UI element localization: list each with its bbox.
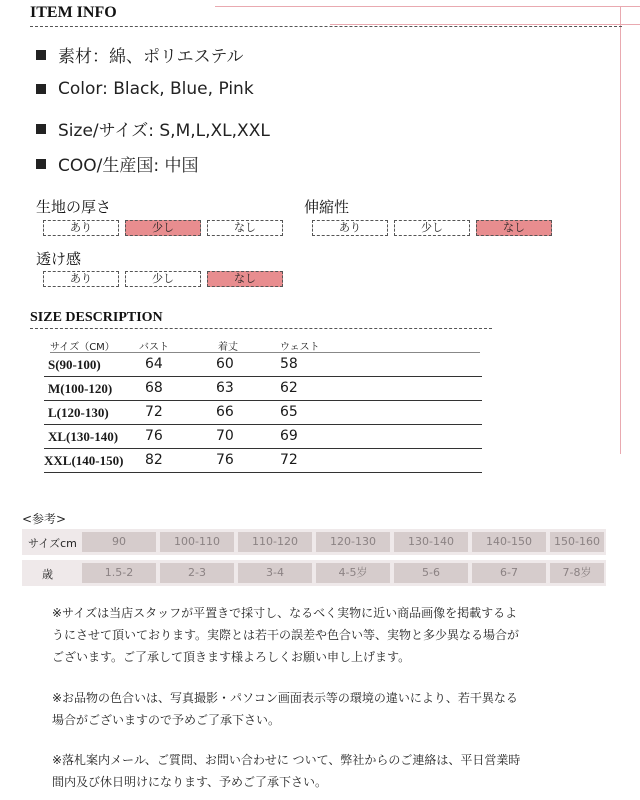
bust-cell: 72 <box>145 404 163 420</box>
size-cell: L(120-130) <box>48 405 109 420</box>
size-column-header: サイズ（CM） <box>50 342 115 353</box>
waist-column-header: ウェスト <box>280 342 320 353</box>
item-info-heading: ITEM INFO <box>30 4 117 21</box>
reference-age-row <box>22 560 606 586</box>
waist-cell: 65 <box>280 404 298 420</box>
size-cell: XXL(140-150) <box>44 453 124 468</box>
reference-size-cell: 120-130 <box>316 532 390 552</box>
table-row <box>44 426 482 449</box>
size-cell: S(90-100) <box>48 357 101 372</box>
thickness-option-no: なし <box>207 220 283 236</box>
item-info-divider <box>30 26 622 27</box>
sheer-title: 透け感 <box>36 250 82 268</box>
reference-size-label: サイズcm <box>28 537 77 550</box>
waist-cell: 69 <box>280 428 298 444</box>
table-row <box>44 402 482 425</box>
reference-age-cell: 6-7 <box>472 563 546 583</box>
length-column-header: 着丈 <box>218 342 238 353</box>
sheer-option-yes: あり <box>43 271 119 287</box>
size-description-heading: SIZE DESCRIPTION <box>30 310 163 325</box>
length-cell: 76 <box>216 452 234 468</box>
bullet-icon <box>36 124 46 134</box>
reference-size-cell: 140-150 <box>472 532 546 552</box>
length-cell: 63 <box>216 380 234 396</box>
corner-line-top-inner <box>330 24 640 25</box>
table-row <box>44 354 482 377</box>
reference-age-cell: 3-4 <box>238 563 312 583</box>
reference-age-cell: 1.5-2 <box>82 563 156 583</box>
stretch-option-no: なし <box>476 220 552 236</box>
reference-size-cell: 90 <box>82 532 156 552</box>
reference-size-cell: 100-110 <box>160 532 234 552</box>
stretch-option-yes: あり <box>312 220 388 236</box>
info-origin: COO/生産国: 中国 <box>36 151 199 176</box>
reference-size-cell: 110-120 <box>238 532 312 552</box>
reference-size-cell: 150-160 <box>550 532 604 552</box>
bust-cell: 64 <box>145 356 163 372</box>
waist-cell: 62 <box>280 380 298 396</box>
note-color: ※お品物の色合いは、写真撮影・パソコン画面表示等の環境の違いにより、若干異なる 場合がございますので予めご了承下さい。 <box>52 691 518 727</box>
size-cell: M(100-120) <box>48 381 113 396</box>
bullet-icon <box>36 50 46 60</box>
sheer-option-little: 少し <box>125 271 201 287</box>
note-contact: ※落札案内メール、ご質問、お問い合わせに ついて、弊社からのご連絡は、平日営業時 間内及び休日明けになります、予めご了承下さい。 <box>52 753 521 789</box>
bullet-icon <box>36 84 46 94</box>
bust-cell: 82 <box>145 452 163 468</box>
reference-age-label: 歳 <box>42 568 53 581</box>
reference-age-cell: 2-3 <box>160 563 234 583</box>
info-color: Color: Black, Blue, Pink <box>36 79 254 99</box>
reference-age-cell: 7-8岁 <box>550 563 604 583</box>
reference-size-row <box>22 529 606 555</box>
sheer-option-no: なし <box>207 271 283 287</box>
reference-age-cell: 4-5岁 <box>316 563 390 583</box>
reference-title: <参考> <box>22 512 67 526</box>
length-cell: 60 <box>216 356 234 372</box>
size-cell: XL(130-140) <box>48 429 119 444</box>
stretch-title: 伸縮性 <box>304 198 350 216</box>
bust-cell: 76 <box>145 428 163 444</box>
size-description-divider <box>30 328 492 329</box>
waist-cell: 72 <box>280 452 298 468</box>
note-measurement: ※サイズは当店スタッフが平置きで採寸し、なるべく実物に近い商品画像を掲載するよ うにさせて頂いております。実際とは若干の誤差や色合い等、実物と多少異なる場合が ございます。ご了承して頂きます様よろしくお願い申し上げます。 <box>52 606 520 664</box>
length-cell: 70 <box>216 428 234 444</box>
corner-line-right <box>620 6 621 454</box>
reference-age-cell: 5-6 <box>394 563 468 583</box>
table-row <box>44 450 482 473</box>
thickness-title: 生地の厚さ <box>36 198 112 216</box>
bust-cell: 68 <box>145 380 163 396</box>
bullet-icon <box>36 159 46 169</box>
length-cell: 66 <box>216 404 234 420</box>
reference-size-cell: 130-140 <box>394 532 468 552</box>
thickness-option-yes: あり <box>43 220 119 236</box>
waist-cell: 58 <box>280 356 298 372</box>
info-size: Size/サイズ: S,M,L,XL,XXL <box>36 116 270 141</box>
stretch-option-little: 少し <box>394 220 470 236</box>
info-material: 素材：綿、ポリエステル <box>36 42 243 67</box>
thickness-option-little: 少し <box>125 220 201 236</box>
corner-line-top <box>215 6 640 7</box>
bust-column-header: バスト <box>139 342 169 353</box>
size-header-underline <box>50 352 480 353</box>
table-row <box>44 378 482 401</box>
